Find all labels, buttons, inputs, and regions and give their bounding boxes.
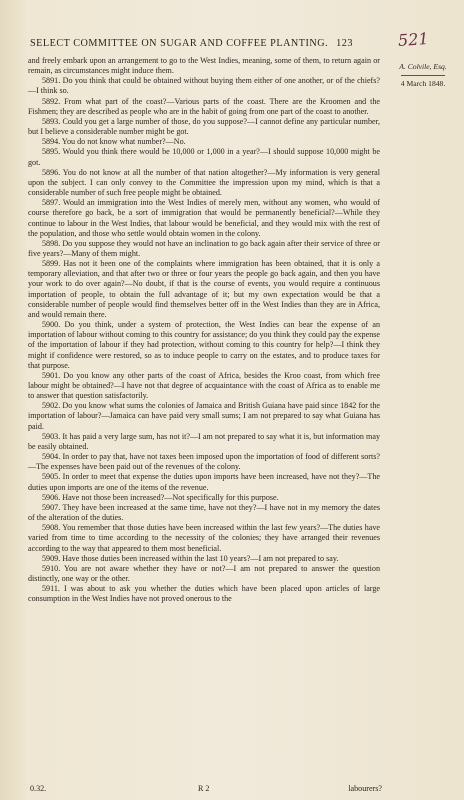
question-answer-paragraph: 5893. Could you get a large number of those, do you suppose?—I cannot define any particular number, but I believe a considerable number might be got. (28, 116, 380, 137)
question-answer-paragraph: 5900. Do you think, under a system of protection, the West Indies can bear the expense of an importation of labour without coming to this country for assistance; do you think they could pay the expense of the importation of labour if they had protection, without coming to this country for help?—I think they might if confidence were restored, so as to induce people to carry on the estates, and to produce taxes for that purpose. (28, 320, 380, 370)
running-header (30, 38, 380, 49)
signature-mark: R 2 (198, 784, 210, 793)
question-answer-paragraph: 5907. They have been increased at the same time, have not they?—I have not in my memory the dates of the alteration of the duties. (28, 502, 380, 523)
margin-rule (401, 75, 445, 76)
testimony-body (28, 56, 380, 604)
question-answer-paragraph: 5908. You remember that those duties have been increased within the last few years?—The duties have varied from time to time according to the necessity of the colonies; they have arranged their revenues according to the way that appeared to them most beneficial. (28, 523, 380, 553)
witness-name: A. Colvile, Esq. (399, 62, 447, 71)
handwritten-folio-number: 521 (397, 28, 430, 51)
question-answer-paragraph: 5896. You do not know at all the number of that nation altogether?—My information is very general upon the subject. I can only convey to the Committee the impression upon my mind, which is that a considerable number of such free people might be obtained. (28, 167, 380, 198)
question-answer-paragraph: 5899. Has not it been one of the complaints where immigration has been obtained, that it is only a temporary alleviation, and that after two or three or four years the people go back again, and then you have your work to do over again?—No doubt, if that is the course of events, you would require a continuous importation of people, to obtain the full advantage of it; but my own expectation would be that a considerable number of people would find themselves better off in the West Indies than they are in Africa, and would remain there. (28, 259, 380, 319)
page-number: 123 (336, 38, 353, 49)
question-answer-paragraph: 5906. Have not those been increased?—Not specifically for this purpose. (42, 492, 279, 502)
margin-note (388, 62, 458, 89)
question-answer-paragraph: 5911. I was about to ask you whether the duties which have been placed upon articles of large consumption in the West Indies have not proved onerous to the (28, 584, 380, 604)
question-answer-paragraph: 5902. Do you know what sums the colonies of Jamaica and British Guiana have paid since 1842 for the importation of labour?—Jamaica can have paid very small sums; I am not prepared to say what Guiana has paid. (28, 401, 380, 431)
print-code: 0.32. (30, 784, 47, 793)
question-answer-paragraph: 5910. You are not aware whether they have or not?—I am not prepared to answer the question distinctly, one way or the other. (28, 563, 380, 583)
question-answer-paragraph: 5901. Do you know any other parts of the coast of Africa, besides the Kroo coast, from which free labour might be obtained?—I have not that degree of acquaintance with the coast of Africa as to enable me to answer that question satisfactorily. (28, 370, 380, 401)
question-answer-paragraph: 5892. From what part of the coast?—Various parts of the coast. There are the Kroomen and the Fishmen; they are described as people who are in the habit of going from one part of the coast to another. (28, 96, 380, 116)
question-answer-paragraph: 5909. Have those duties been increased within the last 10 years?—I am not prepared to say. (42, 553, 339, 563)
question-answer-paragraph: 5904. In order to pay that, have not taxes been imposed upon the importation of food of different sorts?—The expenses have been paid out of the revenues of the colony. (28, 452, 380, 472)
catchword: labourers? (348, 784, 382, 793)
question-answer-paragraph: 5894. You do not know what number?—No. (42, 137, 186, 147)
continued-answer: and freely embark upon an arrangement to go to the West Indies, meaning, some of them, to return again or remain, as circumstances might induce them. (28, 56, 380, 76)
session-date: 4 March 1848. (400, 79, 446, 88)
question-answer-paragraph: 5897. Would an immigration into the West Indies of merely men, without any women, who would of course therefore go back, be a sort of immigration that would be permanently beneficial?—While they continue to labour in the West Indies, that labour would be beneficial, and they would mix with the rest of the population, and those who settle would obtain women in the colony. (28, 198, 380, 238)
question-answer-paragraph: 5898. Do you suppose they would not have an inclination to go back again after their service of three or five years?—Many of them might. (28, 238, 380, 258)
question-answer-paragraph: 5905. In order to meet that expense the duties upon imports have been increased, have not they?—The duties upon imports are one of the items of the revenue. (28, 472, 380, 492)
question-answer-paragraph: 5891. Do you think that could be obtained without buying them either of one another, or of the chiefs?—I think so. (28, 76, 380, 96)
question-answer-paragraph: 5895. Would you think there would be 10,000 or 1,000 in a year?—I should suppose 10,000 might be got. (28, 147, 380, 167)
page-footer (30, 784, 382, 795)
header-title: SELECT COMMITTEE ON SUGAR AND COFFEE PLANTING. (30, 38, 329, 49)
question-answer-paragraph: 5903. It has paid a very large sum, has not it?—I am not prepared to say what it is, but information may be easily obtained. (28, 431, 380, 451)
